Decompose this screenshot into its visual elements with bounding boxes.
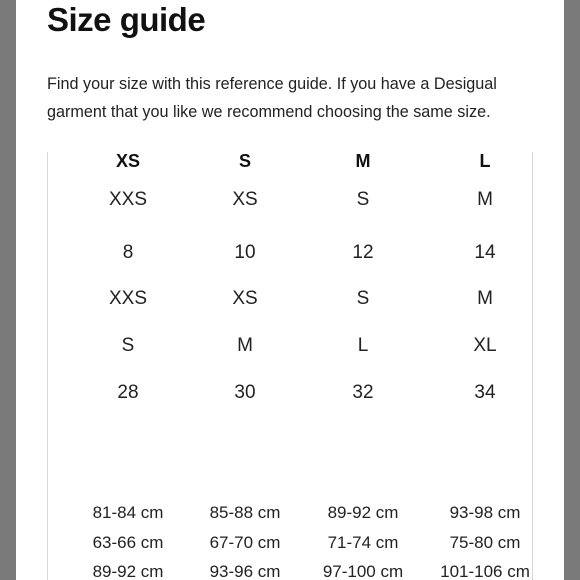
table-row xyxy=(48,557,532,580)
table-cell: 93-98 cm xyxy=(449,503,521,522)
size-table[interactable] xyxy=(47,152,533,580)
table-cell: S xyxy=(356,288,370,309)
table-cell: 71-74 cm xyxy=(327,533,399,552)
table-row xyxy=(48,185,532,215)
table-cell: L xyxy=(357,335,369,356)
table-cell: XXS xyxy=(108,189,148,210)
page-title: Size guide xyxy=(47,1,206,38)
table-cell: 8 xyxy=(122,242,134,263)
table-cell: S xyxy=(121,335,135,356)
table-row xyxy=(48,498,532,528)
table-cell: XS xyxy=(232,288,258,309)
table-cell: S xyxy=(356,189,370,210)
table-cell: 89-92 cm xyxy=(327,503,399,522)
table-row xyxy=(48,331,532,361)
table-cell: M xyxy=(237,335,253,356)
table-cell: 85-88 cm xyxy=(209,503,281,522)
table-cell: 63-66 cm xyxy=(92,533,164,552)
table-row xyxy=(48,284,532,314)
table-cell: 75-80 cm xyxy=(449,533,521,552)
size-table-header xyxy=(48,152,532,176)
table-cell: M xyxy=(477,288,493,309)
table-cell: 12 xyxy=(352,242,374,263)
table-cell: 81-84 cm xyxy=(92,503,164,522)
table-cell: XS xyxy=(232,189,258,210)
table-cell: 10 xyxy=(234,242,256,263)
table-cell: 67-70 cm xyxy=(209,533,281,552)
table-row xyxy=(48,378,532,408)
table-cell: 14 xyxy=(474,242,496,263)
table-cell: XXS xyxy=(108,288,148,309)
intro-text: Find your size with this reference guide. If you have a Desigual garment that you like we recommend choosing the same size. xyxy=(47,75,497,121)
table-cell: 93-96 cm xyxy=(209,562,281,580)
header-m: M xyxy=(355,152,371,171)
table-cell: 97-100 cm xyxy=(322,562,404,580)
table-cell: 28 xyxy=(117,382,139,403)
table-cell: 34 xyxy=(474,382,496,403)
table-row xyxy=(48,238,532,268)
table-row xyxy=(48,528,532,558)
header-s: S xyxy=(238,152,251,171)
table-cell: M xyxy=(477,189,493,210)
table-cell: 89-92 cm xyxy=(92,562,164,580)
table-cell: 101-106 cm xyxy=(440,562,530,580)
header-l: L xyxy=(479,152,491,171)
size-guide-panel xyxy=(16,0,564,580)
table-cell: 30 xyxy=(234,382,256,403)
table-cell: XL xyxy=(473,335,497,356)
header-xs: XS xyxy=(115,152,140,171)
table-cell: 32 xyxy=(352,382,374,403)
